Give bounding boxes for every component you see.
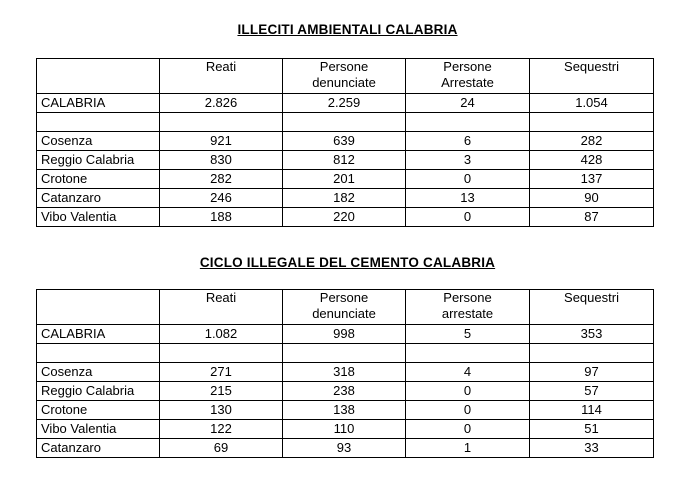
table2-spacer-row-reati-cell (160, 344, 283, 363)
table2-row-reati-cell: 130 (160, 401, 283, 420)
table2-total-row-reati-cell: 1.082 (160, 325, 283, 344)
table2-spacer-row-persone-denunciate-cell (283, 344, 406, 363)
table1-row-sequestri-cell: 282 (530, 132, 654, 151)
table2-row-persone-arrestate-cell: 0 (406, 382, 530, 401)
table2-header-row-persone-denunciate-cell: Persone denunciate (283, 290, 406, 325)
table2-row-name-cell: Cosenza (37, 363, 160, 382)
table2-total-row (37, 325, 654, 344)
table1-row-sequestri-cell: 137 (530, 170, 654, 189)
table2-row-sequestri-cell: 114 (530, 401, 654, 420)
table1-row-reati-cell: 188 (160, 208, 283, 227)
table1-header-row-name-cell (37, 59, 160, 94)
table2-spacer-row (37, 344, 654, 363)
table2-row-sequestri-cell: 33 (530, 439, 654, 458)
table1-row (37, 132, 654, 151)
table2-row-name-cell: Catanzaro (37, 439, 160, 458)
table1-header-row-persone-denunciate-cell: Persone denunciate (283, 59, 406, 94)
table2-row-persone-denunciate-cell: 110 (283, 420, 406, 439)
table2-header-row (37, 290, 654, 325)
table1-row-persone-denunciate-cell: 182 (283, 189, 406, 208)
table2-row-name-cell: Vibo Valentia (37, 420, 160, 439)
table1-header-row (37, 59, 654, 94)
table2-row-persone-arrestate-cell: 1 (406, 439, 530, 458)
table1-row-persone-arrestate-cell: 3 (406, 151, 530, 170)
table1-row-reati-cell: 282 (160, 170, 283, 189)
table1-row-sequestri-cell: 87 (530, 208, 654, 227)
table2-total-row-sequestri-cell: 353 (530, 325, 654, 344)
table2-row-persone-denunciate-cell: 138 (283, 401, 406, 420)
table1-row-reati-cell: 921 (160, 132, 283, 151)
table1-row-name-cell: Reggio Calabria (37, 151, 160, 170)
table2-header-row-persone-arrestate-cell: Persone arrestate (406, 290, 530, 325)
table1-row-reati-cell: 830 (160, 151, 283, 170)
table2-row (37, 382, 654, 401)
table1-row-persone-denunciate-cell: 812 (283, 151, 406, 170)
table1-row-sequestri-cell: 428 (530, 151, 654, 170)
table2-row-persone-denunciate-cell: 318 (283, 363, 406, 382)
table1-header-row-sequestri-cell: Sequestri (530, 59, 654, 94)
table1-header-row-persone-arrestate-cell: Persone Arrestate (406, 59, 530, 94)
table1-row-persone-denunciate-cell: 639 (283, 132, 406, 151)
table1-total-row-name-cell: CALABRIA (37, 94, 160, 113)
table1-spacer-row-reati-cell (160, 113, 283, 132)
table2-row (37, 420, 654, 439)
table2-row-sequestri-cell: 97 (530, 363, 654, 382)
table2-row-sequestri-cell: 51 (530, 420, 654, 439)
table1-row-sequestri-cell: 90 (530, 189, 654, 208)
table2-spacer-row-sequestri-cell (530, 344, 654, 363)
table2-row-name-cell: Reggio Calabria (37, 382, 160, 401)
table2-row-persone-denunciate-cell: 93 (283, 439, 406, 458)
table1-row-persone-arrestate-cell: 13 (406, 189, 530, 208)
table1-spacer-row-persone-arrestate-cell (406, 113, 530, 132)
table2-header-row-sequestri-cell: Sequestri (530, 290, 654, 325)
table1-spacer-row (37, 113, 654, 132)
table2-row-reati-cell: 69 (160, 439, 283, 458)
table1-row-name-cell: Vibo Valentia (37, 208, 160, 227)
table1-header-row-reati-cell: Reati (160, 59, 283, 94)
table1-row-persone-arrestate-cell: 0 (406, 170, 530, 189)
table2-total-row-name-cell: CALABRIA (37, 325, 160, 344)
table2-row (37, 363, 654, 382)
table2-row-reati-cell: 122 (160, 420, 283, 439)
table1-total-row-persone-arrestate-cell: 24 (406, 94, 530, 113)
table2-row-persone-arrestate-cell: 0 (406, 420, 530, 439)
table1-row-persone-denunciate-cell: 201 (283, 170, 406, 189)
table1-row-name-cell: Catanzaro (37, 189, 160, 208)
table1-row-persone-arrestate-cell: 0 (406, 208, 530, 227)
table2-row-reati-cell: 271 (160, 363, 283, 382)
table2-row-name-cell: Crotone (37, 401, 160, 420)
table2 (36, 289, 654, 458)
table2-spacer-row-persone-arrestate-cell (406, 344, 530, 363)
table1-row (37, 189, 654, 208)
table2-row-persone-arrestate-cell: 4 (406, 363, 530, 382)
table2-row (37, 401, 654, 420)
table1-row-reati-cell: 246 (160, 189, 283, 208)
table2-header-row-reati-cell: Reati (160, 290, 283, 325)
table1-row-persone-arrestate-cell: 6 (406, 132, 530, 151)
table2-total-row-persone-arrestate-cell: 5 (406, 325, 530, 344)
table1-total-row-sequestri-cell: 1.054 (530, 94, 654, 113)
table1-row (37, 151, 654, 170)
table1-row (37, 170, 654, 189)
table2-row-persone-arrestate-cell: 0 (406, 401, 530, 420)
table1-spacer-row-name-cell (37, 113, 160, 132)
table2-row-persone-denunciate-cell: 238 (283, 382, 406, 401)
table1-row (37, 208, 654, 227)
table2-header-row-name-cell (37, 290, 160, 325)
table2-total-row-persone-denunciate-cell: 998 (283, 325, 406, 344)
table1-row-name-cell: Cosenza (37, 132, 160, 151)
table1 (36, 58, 654, 227)
table2-row (37, 439, 654, 458)
table1-spacer-row-persone-denunciate-cell (283, 113, 406, 132)
table2-spacer-row-name-cell (37, 344, 160, 363)
table1-total-row (37, 94, 654, 113)
table1-row-name-cell: Crotone (37, 170, 160, 189)
table2-title: CICLO ILLEGALE DEL CEMENTO CALABRIA (199, 255, 496, 270)
table1-total-row-persone-denunciate-cell: 2.259 (283, 94, 406, 113)
table1-row-persone-denunciate-cell: 220 (283, 208, 406, 227)
table1-spacer-row-sequestri-cell (530, 113, 654, 132)
table2-row-sequestri-cell: 57 (530, 382, 654, 401)
table2-row-reati-cell: 215 (160, 382, 283, 401)
table1-total-row-reati-cell: 2.826 (160, 94, 283, 113)
table1-title: ILLECITI AMBIENTALI CALABRIA (237, 22, 458, 37)
